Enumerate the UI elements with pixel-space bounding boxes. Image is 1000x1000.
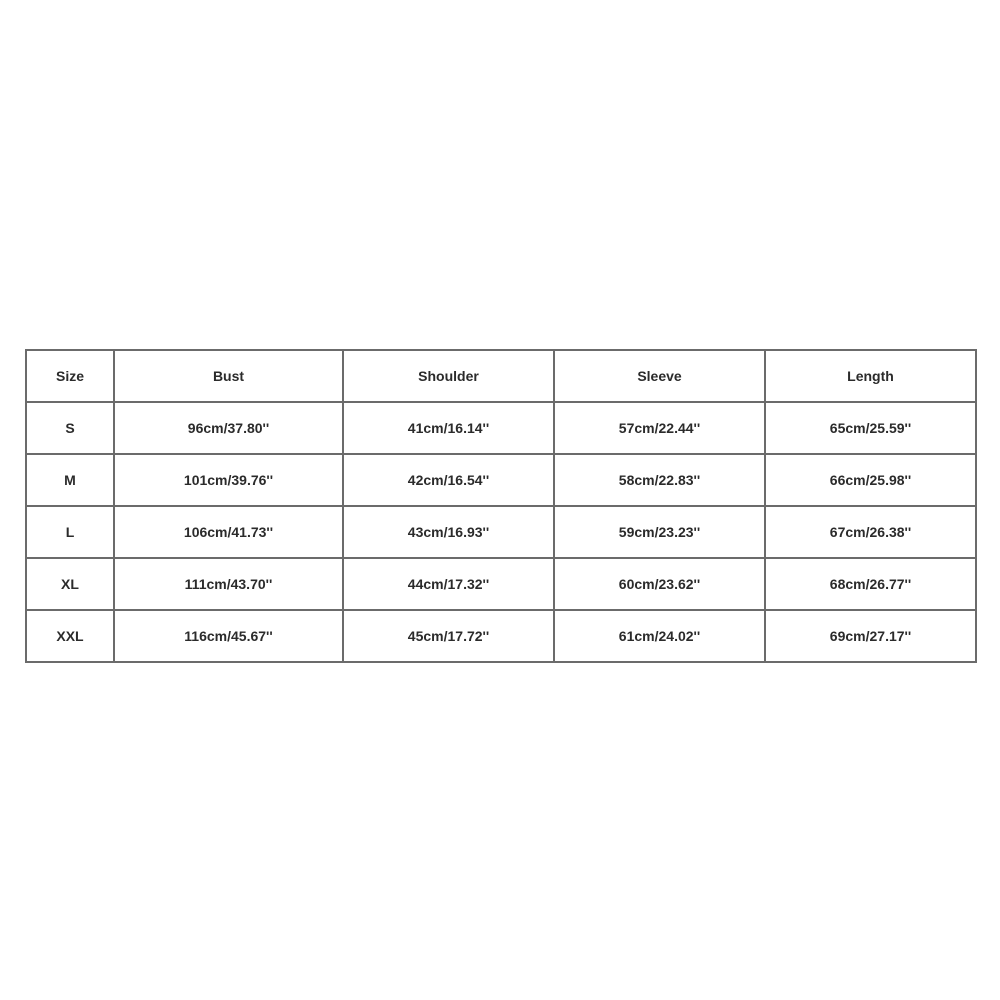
cell-shoulder: 44cm/17.32'' bbox=[343, 558, 554, 610]
cell-bust: 101cm/39.76'' bbox=[114, 454, 343, 506]
cell-sleeve: 57cm/22.44'' bbox=[554, 402, 765, 454]
cell-bust: 96cm/37.80'' bbox=[114, 402, 343, 454]
cell-size: XXL bbox=[26, 610, 114, 662]
cell-bust: 116cm/45.67'' bbox=[114, 610, 343, 662]
table-row bbox=[26, 454, 976, 506]
cell-shoulder: 41cm/16.14'' bbox=[343, 402, 554, 454]
cell-length: 67cm/26.38'' bbox=[765, 506, 976, 558]
table-row bbox=[26, 506, 976, 558]
cell-size: L bbox=[26, 506, 114, 558]
cell-length: 68cm/26.77'' bbox=[765, 558, 976, 610]
table-header-row bbox=[26, 350, 976, 402]
cell-sleeve: 61cm/24.02'' bbox=[554, 610, 765, 662]
header-shoulder: Shoulder bbox=[343, 350, 554, 402]
table-row bbox=[26, 402, 976, 454]
cell-shoulder: 43cm/16.93'' bbox=[343, 506, 554, 558]
cell-bust: 106cm/41.73'' bbox=[114, 506, 343, 558]
cell-shoulder: 42cm/16.54'' bbox=[343, 454, 554, 506]
cell-shoulder: 45cm/17.72'' bbox=[343, 610, 554, 662]
cell-size: S bbox=[26, 402, 114, 454]
cell-sleeve: 59cm/23.23'' bbox=[554, 506, 765, 558]
cell-sleeve: 58cm/22.83'' bbox=[554, 454, 765, 506]
table-row bbox=[26, 558, 976, 610]
cell-size: M bbox=[26, 454, 114, 506]
cell-length: 65cm/25.59'' bbox=[765, 402, 976, 454]
header-length: Length bbox=[765, 350, 976, 402]
cell-size: XL bbox=[26, 558, 114, 610]
cell-length: 69cm/27.17'' bbox=[765, 610, 976, 662]
size-chart-table bbox=[25, 349, 977, 663]
cell-bust: 111cm/43.70'' bbox=[114, 558, 343, 610]
cell-length: 66cm/25.98'' bbox=[765, 454, 976, 506]
header-sleeve: Sleeve bbox=[554, 350, 765, 402]
header-bust: Bust bbox=[114, 350, 343, 402]
cell-sleeve: 60cm/23.62'' bbox=[554, 558, 765, 610]
table-row bbox=[26, 610, 976, 662]
header-size: Size bbox=[26, 350, 114, 402]
